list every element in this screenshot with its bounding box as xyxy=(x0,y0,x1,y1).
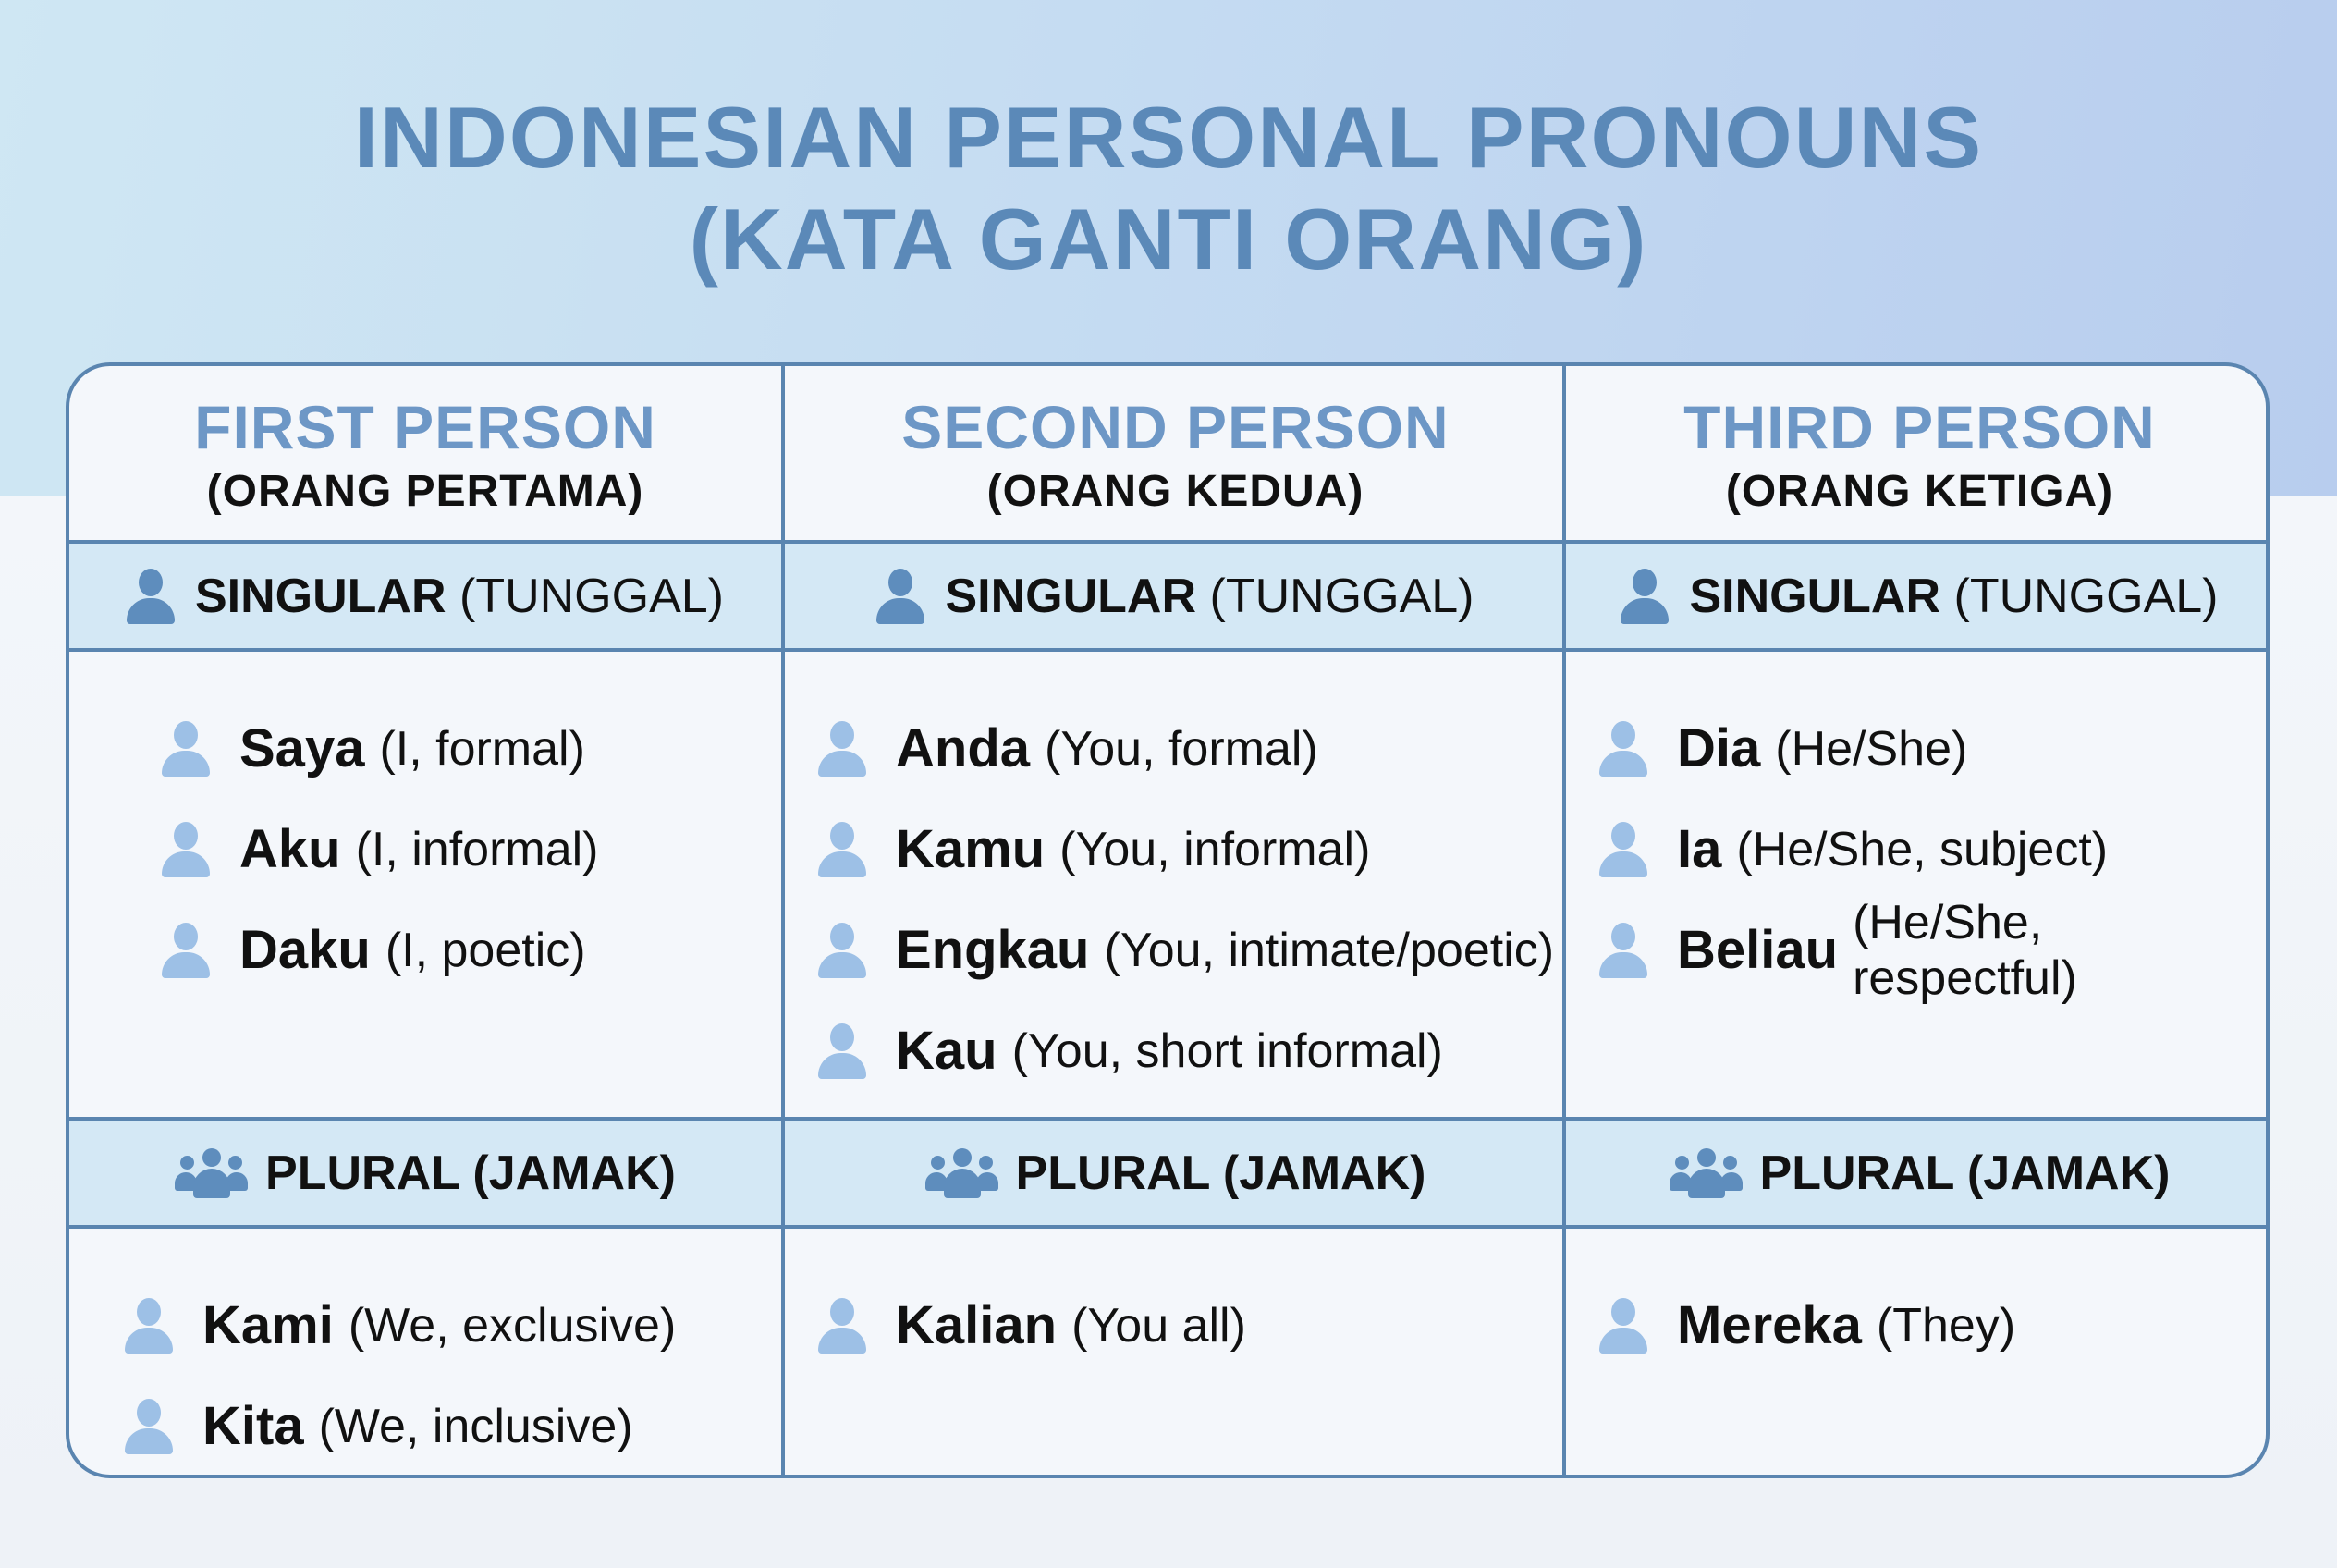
person-icon xyxy=(1621,569,1669,624)
plural-list xyxy=(785,1229,1566,1478)
singular-band xyxy=(69,544,781,652)
list-item xyxy=(1599,895,2270,1005)
group-icon xyxy=(1670,1148,1742,1198)
pronoun-word: Engkau xyxy=(896,920,1090,980)
column-title: SECOND PERSON xyxy=(901,393,1450,461)
singular-label: SINGULAR xyxy=(194,569,447,623)
pronoun-word: Saya xyxy=(239,718,365,778)
pronoun-word: Anda xyxy=(896,718,1030,778)
pronoun-word: Kamu xyxy=(896,819,1046,879)
pronoun-word: Ia xyxy=(1677,819,1722,879)
list-item xyxy=(1599,799,2270,900)
column-subtitle: (ORANG KEDUA) xyxy=(986,467,1364,516)
list-item xyxy=(162,900,781,1000)
column-subtitle: (ORANG KETIGA) xyxy=(1725,467,2114,516)
singular-label-id: (TUNGGAL) xyxy=(459,569,724,623)
list-item xyxy=(1599,698,2270,799)
pronoun-word: Beliau xyxy=(1677,920,1839,980)
column-first-person xyxy=(69,366,781,1475)
pronoun-gloss: (I, formal) xyxy=(379,721,585,776)
pronoun-gloss: (You all) xyxy=(1071,1298,1246,1353)
pronoun-word: Kami xyxy=(202,1295,334,1355)
singular-label: SINGULAR xyxy=(945,569,1197,623)
column-header xyxy=(1566,366,2270,544)
column-second-person xyxy=(781,366,1566,1475)
list-item xyxy=(1599,1275,2270,1376)
column-subtitle: (ORANG PERTAMA) xyxy=(206,467,644,516)
pronoun-gloss: (You, intimate/poetic) xyxy=(1104,923,1555,977)
plural-list xyxy=(69,1229,781,1478)
pronoun-gloss: (He/She, subject) xyxy=(1736,822,2109,876)
singular-band xyxy=(1566,544,2270,652)
plural-label: PLURAL (JAMAK) xyxy=(1015,1145,1426,1200)
singular-list xyxy=(785,652,1566,1117)
person-icon xyxy=(1599,923,1647,978)
pronoun-gloss: (I, informal) xyxy=(355,822,599,876)
pronoun-gloss: (We, exclusive) xyxy=(348,1298,677,1353)
list-item xyxy=(818,1275,1566,1376)
plural-band xyxy=(1566,1117,2270,1229)
list-item xyxy=(125,1275,781,1376)
page-title: INDONESIAN PERSONAL PRONOUNS xyxy=(353,89,1984,186)
singular-list xyxy=(69,652,781,1117)
plural-band xyxy=(69,1117,781,1229)
plural-band xyxy=(785,1117,1566,1229)
group-icon xyxy=(175,1148,247,1198)
person-icon xyxy=(1599,822,1647,877)
pronoun-gloss: (They) xyxy=(1876,1298,2016,1353)
list-item xyxy=(162,698,781,799)
person-icon xyxy=(162,923,210,978)
pronoun-word: Kalian xyxy=(896,1295,1058,1355)
page-subtitle: (KATA GANTI ORANG) xyxy=(689,190,1648,288)
pronoun-word: Aku xyxy=(239,819,341,879)
singular-band xyxy=(785,544,1566,652)
person-icon xyxy=(818,721,866,777)
singular-label-id: (TUNGGAL) xyxy=(1209,569,1474,623)
pronoun-word: Mereka xyxy=(1677,1295,1862,1355)
pronoun-gloss: (You, short informal) xyxy=(1011,1023,1443,1078)
person-icon xyxy=(818,1023,866,1079)
person-icon xyxy=(818,822,866,877)
person-icon xyxy=(125,1298,173,1354)
person-icon xyxy=(1599,721,1647,777)
person-icon xyxy=(125,1399,173,1454)
pronoun-word: Kau xyxy=(896,1021,997,1081)
person-icon xyxy=(127,569,175,624)
column-header xyxy=(785,366,1566,544)
singular-label: SINGULAR xyxy=(1689,569,1941,623)
column-title: THIRD PERSON xyxy=(1683,393,2156,461)
column-third-person xyxy=(1562,366,2270,1475)
column-header xyxy=(69,366,781,544)
plural-label: PLURAL (JAMAK) xyxy=(265,1145,676,1200)
list-item xyxy=(162,799,781,900)
list-item xyxy=(818,698,1566,799)
plural-label: PLURAL (JAMAK) xyxy=(1759,1145,2171,1200)
list-item xyxy=(818,1000,1566,1101)
pronoun-word: Dia xyxy=(1677,718,1761,778)
person-icon xyxy=(818,923,866,978)
person-icon xyxy=(1599,1298,1647,1354)
pronoun-gloss: (I, poetic) xyxy=(385,923,586,977)
pronoun-word: Daku xyxy=(239,920,371,980)
person-icon xyxy=(162,721,210,777)
list-item xyxy=(818,799,1566,900)
pronoun-gloss: (You, formal) xyxy=(1045,721,1318,776)
plural-list xyxy=(1566,1229,2270,1478)
person-icon xyxy=(876,569,924,624)
pronoun-gloss: (He/She) xyxy=(1775,721,1968,776)
list-item xyxy=(818,900,1566,1000)
pronoun-word: Kita xyxy=(202,1396,304,1456)
singular-list xyxy=(1566,652,2270,1117)
person-icon xyxy=(162,822,210,877)
pronoun-table xyxy=(66,362,2270,1478)
list-item xyxy=(125,1376,781,1476)
column-title: FIRST PERSON xyxy=(194,393,656,461)
person-icon xyxy=(818,1298,866,1354)
pronoun-gloss: (We, inclusive) xyxy=(318,1399,633,1453)
pronoun-gloss: (You, informal) xyxy=(1059,822,1371,876)
pronoun-gloss: (He/She, respectful) xyxy=(1853,895,2077,1005)
singular-label-id: (TUNGGAL) xyxy=(1953,569,2219,623)
group-icon xyxy=(925,1148,997,1198)
